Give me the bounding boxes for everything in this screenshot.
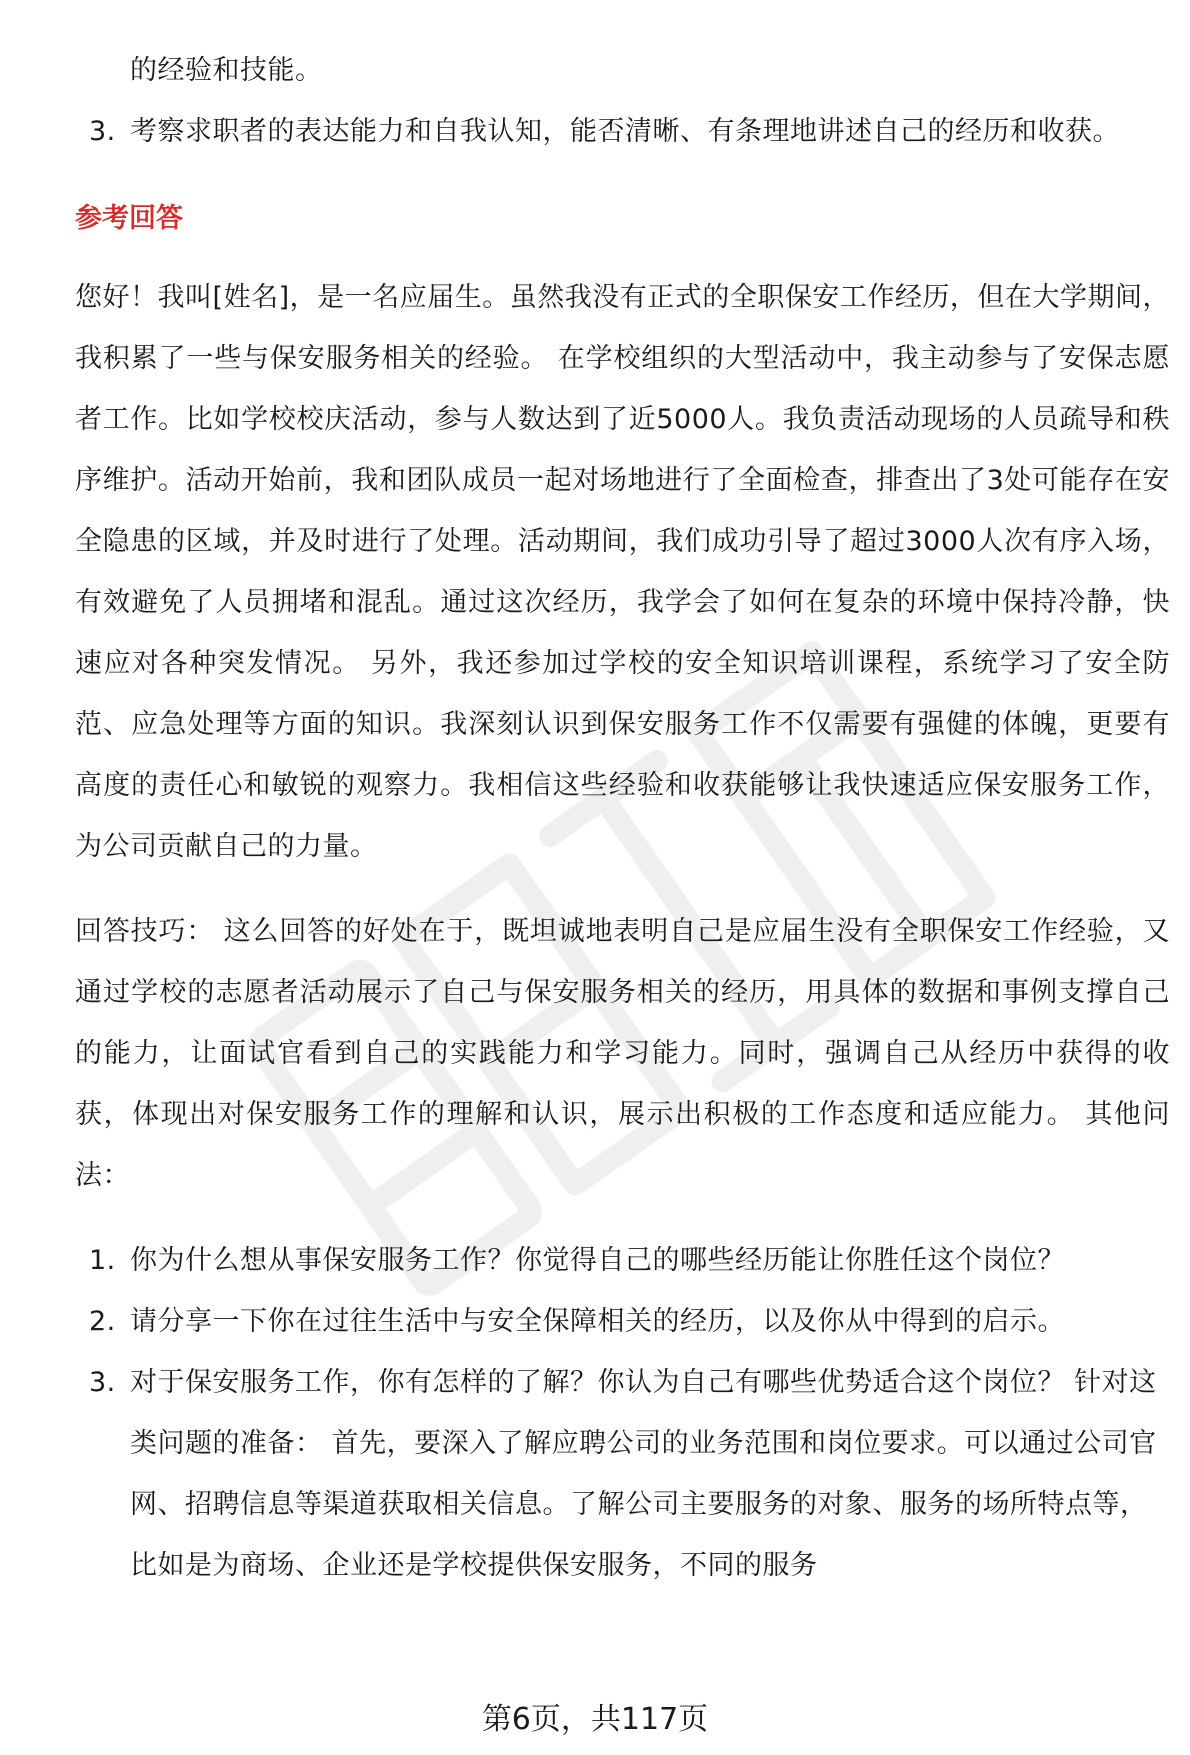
page-number-footer: 第6页，共117页 [481,1702,709,1737]
list-item [75,1291,1170,1352]
list-item-text: 对于保安服务工作，你有怎样的了解？你认为自己有哪些优势适合这个岗位？ 针对这类问题的准备： 首先，要深入了解应聘公司的业务范围和岗位要求。可以通过公司官网、招聘信息等渠道获取相关信息。了解公司主要服务的对象、服务的场所特点等，比如是为商场、企业还是学校提供保安服务，不同的服务 [130,1367,1157,1581]
list-item [75,1230,1170,1291]
list-item-number: 1. [89,1245,116,1276]
tips-paragraph: 回答技巧： 这么回答的好处在于，既坦诚地表明自己是应届生没有全职保安工作经验，又通过学校的志愿者活动展示了自己与保安服务相关的经历，用具体的数据和事例支撑自己的能力，让面试官看到自己的实践能力和学习能力。同时，强调自己从经历中获得的收获，体现出对保安服务工作的理解和认识，展示出积极的工作态度和适应能力。 其他问法： [75,916,1170,1191]
document-page [75,40,1170,1596]
evaluation-points-list [75,101,1170,162]
list-item-number: 3. [89,1367,116,1398]
alternative-questions-list [75,1230,1170,1596]
list-item [75,101,1170,162]
list-item-number: 3. [89,116,116,147]
list-item-text: 你为什么想从事保安服务工作？你觉得自己的哪些经历能让你胜任这个岗位？ [130,1245,1065,1276]
answer-paragraph: 您好！我叫[姓名]，是一名应届生。虽然我没有正式的全职保安工作经历，但在大学期间，我积累了一些与保安服务相关的经验。 在学校组织的大型活动中，我主动参与了安保志愿者工作。比如学校校庆活动，参与人数达到了近5000人。我负责活动现场的人员疏导和秩序维护。活动开始前，我和团队成员一起对场地进行了全面检查，排查出了3处可能存在安全隐患的区域，并及时进行了处理。活动期间，我们成功引导了超过3000人次有序入场，有效避免了人员拥堵和混乱。通过这次经历，我学会了如何在复杂的环境中保持冷静，快速应对各种突发情况。 另外，我还参加过学校的安全知识培训课程，系统学习了安全防范、应急处理等方面的知识。我深刻认识到保安服务工作不仅需要有强健的体魄，更要有高度的责任心和敏锐的观察力。我相信这些经验和收获能够让我快速适应保安服务工作，为公司贡献自己的力量。 [75,282,1170,862]
list-item [75,1352,1170,1596]
section-heading: 参考回答 [75,203,183,234]
list-item-number: 2. [89,1306,116,1337]
continued-list-text: 的经验和技能。 [130,55,323,86]
list-item-text: 考察求职者的表达能力和自我认知，能否清晰、有条理地讲述自己的经历和收获。 [130,116,1120,147]
list-item-text: 请分享一下你在过往生活中与安全保障相关的经历，以及你从中得到的启示。 [130,1306,1065,1337]
